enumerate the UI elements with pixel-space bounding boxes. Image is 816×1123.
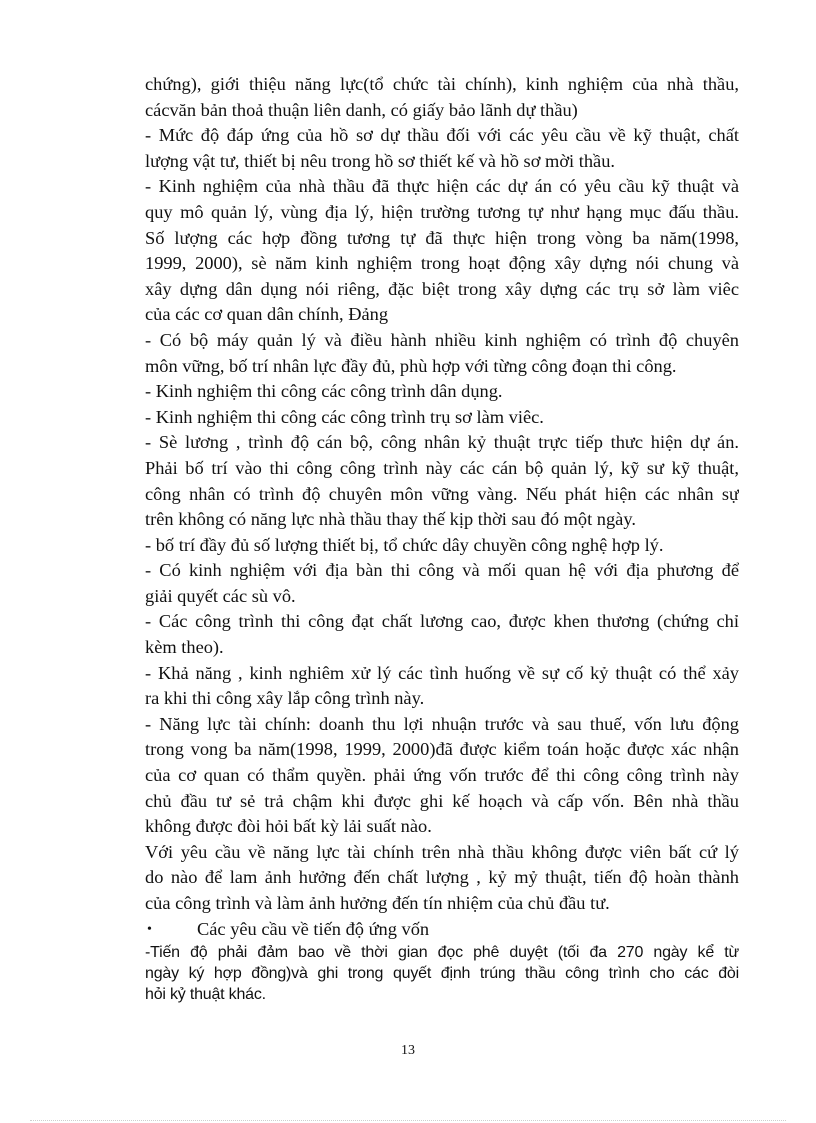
body-line: công nhân có trình độ chuyên môn vững vàng. Nếu phát hiện các nhân sự [145, 483, 739, 504]
body-line: quy mô quản lý, vùng địa lý, hiện trường tương tự như hạng mục đấu thầu. [145, 201, 739, 222]
body-line: chứng), giới thiệu năng lực(tổ chức tài chính), kinh nghiệm của nhà thầu, [145, 74, 739, 94]
bullet-text: Các yêu cầu về tiến độ ứng vốn [197, 918, 430, 939]
body-line-small: -Tiến độ phải đảm bao về thời gian đọc phê duyệt (tối đa 270 ngày kể từ [145, 944, 739, 962]
page-number: 13 [401, 1043, 415, 1058]
body-line: - Mức độ đáp ứng của hồ sơ dự thầu đối với các yêu cầu về kỹ thuật, chất [145, 125, 739, 146]
body-line: ra khi thi công xây lắp công trình này. [145, 688, 425, 709]
body-line: - Kinh nghiệm thi công các công trình dân dụng. [145, 381, 503, 402]
body-line: Số lượng các hợp đồng tương tự đã thực hiện trong vòng ba năm(1998, [145, 227, 739, 248]
body-line: kèm theo). [145, 637, 224, 658]
body-line: cácvăn bản thoả thuận liên danh, có giấy bảo lãnh dự thầu) [145, 99, 578, 120]
body-line: - Kinh nghiệm thi công các công trình trụ sơ làm viêc. [145, 406, 544, 427]
body-line-small: hỏi kỷ thuật khác. [145, 986, 266, 1004]
body-line: của các cơ quan dân chính, Đảng [145, 304, 389, 325]
body-line: - Sè lương , trình độ cán bộ, công nhân kỷ thuật trực tiếp thưc hiện dự án. [145, 432, 739, 453]
body-line: - Kinh nghiệm của nhà thầu đã thực hiện các dự án có yêu cầu kỹ thuật và [145, 176, 739, 197]
body-line: chủ đầu tư sẻ trả chậm khi được ghi kế hoạch và cấp vốn. Bên nhà thầu [145, 790, 739, 811]
body-line: của cơ quan có thẩm quyền. phải ứng vốn trước để thi công công trình này [145, 765, 739, 786]
body-line: của công trình và làm ảnh hưởng đến tín nhiệm của chủ đầu tư. [145, 893, 610, 913]
body-line: do nào để lam ảnh hưởng đến chất lượng , kỷ mỷ thuật, tiến độ hoàn thành [145, 867, 739, 888]
body-line: - Khả năng , kinh nghiêm xử lý các tình huống về sự cố kỷ thuật có thể xảy [145, 662, 739, 683]
body-line: - Các công trình thi công đạt chất lương cao, được khen thương (chứng chỉ [145, 611, 739, 632]
body-line: - Năng lực tài chính: doanh thu lợi nhuận trước và sau thuế, vốn lưu động [145, 713, 739, 734]
body-line: - Có kinh nghiệm với địa bàn thi công và mối quan hệ với địa phương để [145, 560, 739, 581]
body-line: trong vong ba năm(1998, 1999, 2000)đã được kiểm toán hoặc được xác nhận [145, 739, 739, 760]
body-line: giải quyết các sù vô. [145, 585, 296, 606]
body-line: Với yêu cầu về năng lực tài chính trên nhà thầu không được viên bất cứ lý [145, 841, 739, 862]
body-line: lượng vật tư, thiết bị nêu trong hồ sơ thiết kế và hồ sơ mời thầu. [145, 150, 616, 171]
document-page [145, 72, 739, 1005]
footer-divider [30, 1120, 786, 1121]
body-line: 1999, 2000), sè năm kinh nghiệm trong hoạt động xây dựng nói chung và [145, 253, 739, 274]
body-line: - Có bộ máy quản lý và điều hành nhiều kinh nghiệm có trình độ chuyên [145, 329, 739, 350]
body-line: - bố trí đầy đủ số lượng thiết bị, tổ chức dây chuyền công nghệ hợp lý. [145, 534, 664, 555]
bullet-item [145, 917, 739, 943]
bullet-icon: • [147, 921, 152, 937]
body-line-small: ngày ký hợp đồng)và ghi trong quyết định trúng thầu công trình cho các đòi [145, 965, 739, 983]
body-line: môn vững, bố trí nhân lực đầy đủ, phù hợp với từng công đoạn thi công. [145, 355, 677, 376]
body-line: xây dựng dân dụng nói riêng, đặc biệt trong xây dựng các trụ sở làm viêc [145, 278, 739, 299]
body-line: Phải bố trí vào thi công công trình này các cán bộ quản lý, kỹ sư kỹ thuật, [145, 457, 739, 478]
body-line: trên không có năng lực nhà thầu thay thế kịp thời sau đó một ngày. [145, 509, 636, 530]
body-line: không được đòi hỏi bất kỳ lải suất nào. [145, 816, 432, 837]
